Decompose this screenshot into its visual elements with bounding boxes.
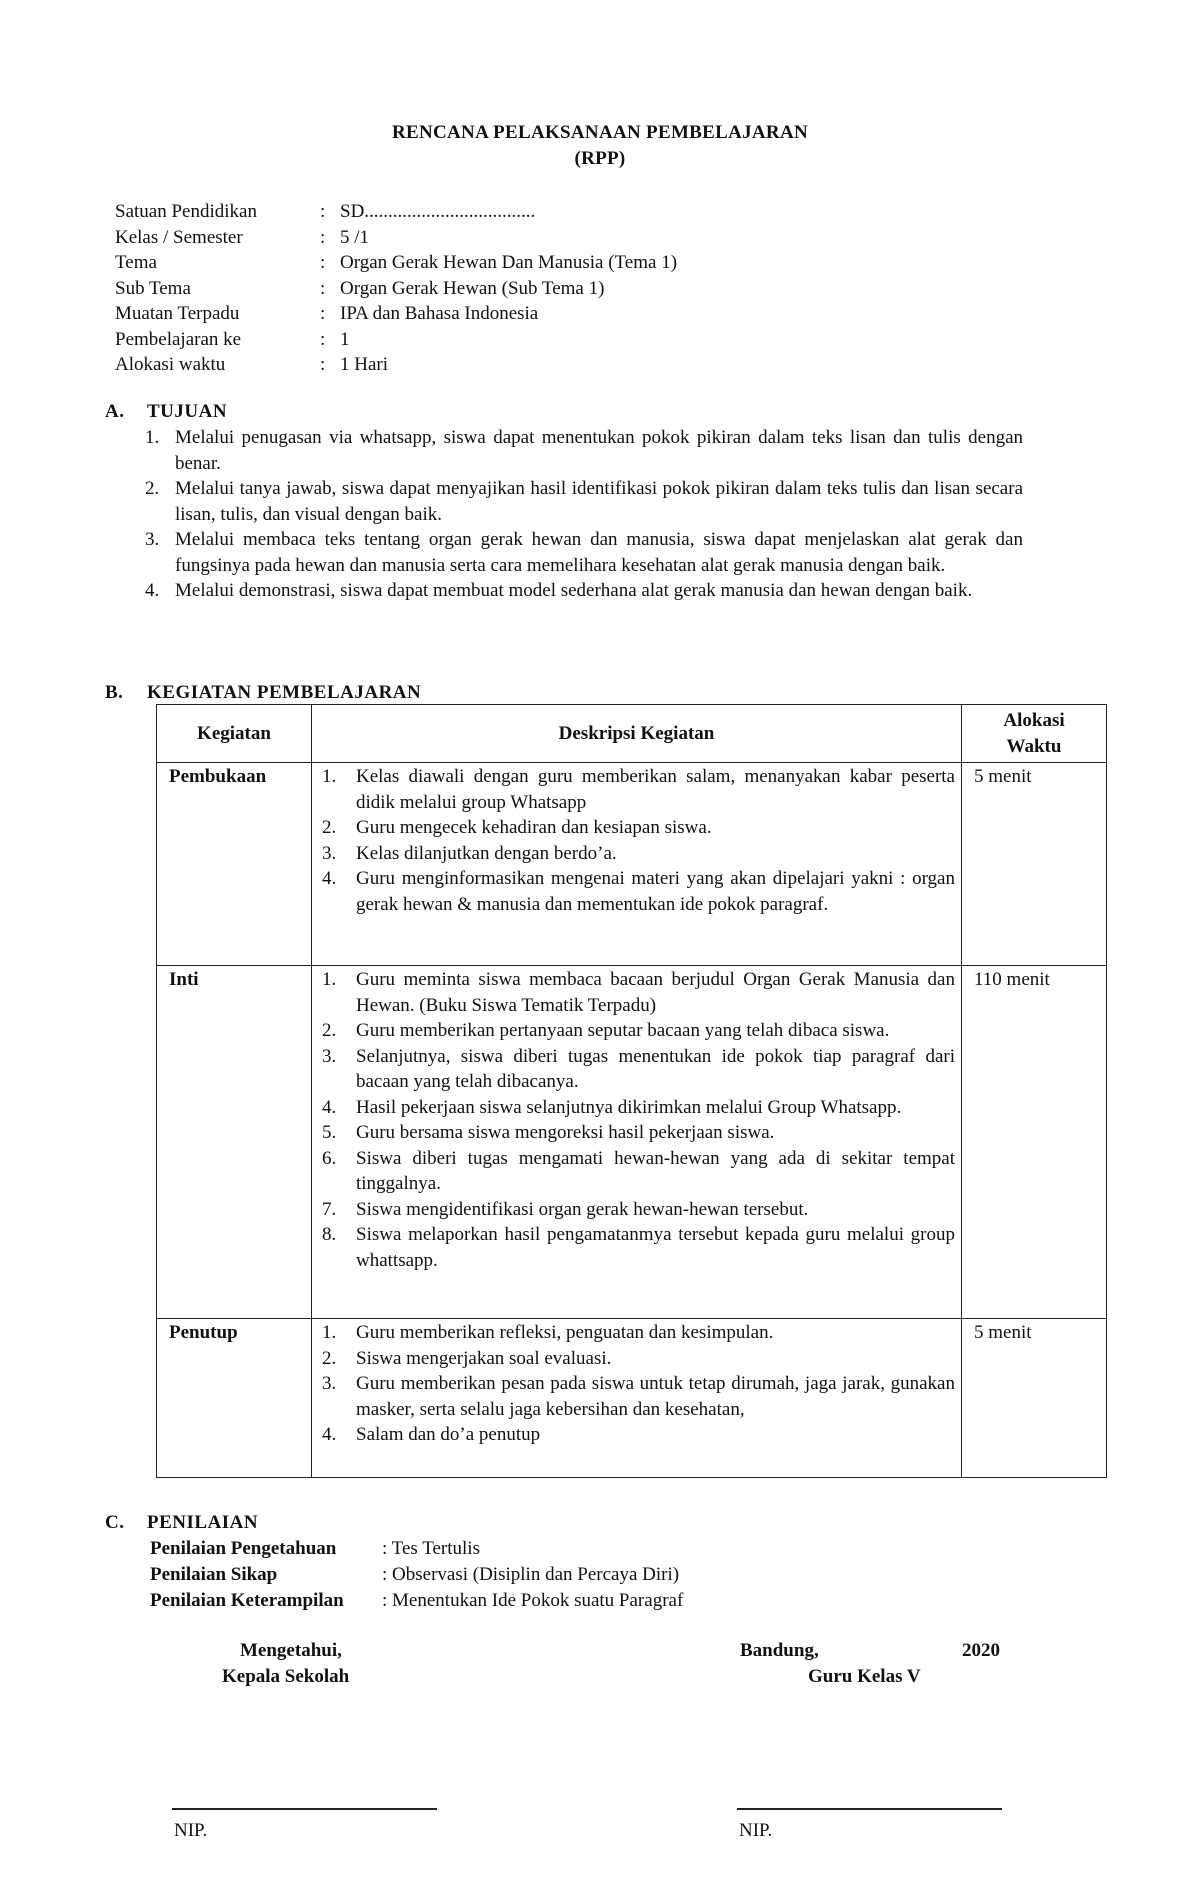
item-number: 1. — [322, 766, 337, 787]
item-text: Guru mengecek kehadiran dan kesiapan siswa. — [356, 817, 712, 838]
list-item — [145, 527, 1023, 578]
penilaian-value: : Menentukan Ide Pokok suatu Paragraf — [382, 1590, 684, 1611]
identity-row-satuan — [115, 199, 677, 225]
item-text: Guru memberikan refleksi, penguatan dan kesimpulan. — [356, 1322, 774, 1343]
item-text: Hasil pekerjaan siswa selanjutnya dikirimkan melalui Group Whatsapp. — [356, 1096, 902, 1118]
item-text: Guru memberikan pertanyaan seputar bacaan yang telah dibaca siswa. — [356, 1020, 890, 1041]
item-number: 3. — [322, 1373, 337, 1394]
signature-right-title: Guru Kelas V — [808, 1666, 921, 1687]
identity-separator: : — [320, 328, 326, 350]
identity-label: Pembelajaran ke — [115, 328, 242, 350]
table-row — [157, 763, 1107, 966]
item-text: Kelas dilanjutkan dengan berdo’a. — [356, 842, 617, 864]
item-number: 2. — [322, 1347, 337, 1369]
penilaian-value: : Tes Tertulis — [382, 1538, 480, 1559]
list-item — [145, 578, 1023, 604]
signature-line-left — [172, 1808, 437, 1810]
section-letter: C. — [105, 1512, 125, 1533]
section-title: TUJUAN — [147, 401, 228, 422]
phase-cell: Pembukaan — [157, 763, 312, 966]
item-number: 4. — [322, 868, 337, 889]
column-header-kegiatan: Kegiatan — [157, 705, 312, 763]
identity-row-kelas — [115, 225, 677, 251]
identity-value: Organ Gerak Hewan Dan Manusia (Tema 1) — [340, 252, 678, 273]
item-number: 2. — [322, 817, 337, 838]
identity-separator: : — [320, 201, 326, 222]
list-item — [322, 1146, 955, 1197]
item-text: Siswa melaporkan hasil pengamatanmya tersebut kepada guru melalui group whattsapp. — [356, 1224, 955, 1271]
section-title: PENILAIAN — [147, 1512, 259, 1533]
identity-separator: : — [320, 303, 326, 324]
identity-row-tema — [115, 250, 677, 276]
table-row — [157, 1319, 1107, 1478]
identity-value: IPA dan Bahasa Indonesia — [340, 303, 539, 324]
list-item — [322, 1320, 955, 1346]
description-cell — [312, 966, 962, 1319]
item-text: Guru bersama siswa mengoreksi hasil pekerjaan siswa. — [356, 1122, 775, 1143]
item-number: 3. — [145, 529, 160, 550]
identity-label: Muatan Terpadu — [115, 303, 240, 324]
table-row — [157, 966, 1107, 1319]
item-text: Guru meminta siswa membaca bacaan berjudul Organ Gerak Manusia dan Hewan. (Buku Siswa Tematik Terpadu) — [356, 969, 955, 1016]
nip-left: NIP. — [174, 1820, 208, 1841]
item-number: 8. — [322, 1224, 337, 1245]
item-text: Melalui tanya jawab, siswa dapat menyajikan hasil identifikasi pokok pikiran dalam teks tulis dan lisan secara lisan, tulis, dan visual dengan baik. — [175, 478, 1023, 525]
section-b-heading — [105, 680, 421, 706]
penilaian-row — [150, 1536, 683, 1562]
list-item — [322, 1222, 955, 1273]
description-cell — [312, 1319, 962, 1478]
item-number: 4. — [322, 1424, 337, 1445]
list-item — [322, 1095, 955, 1121]
list-item — [322, 866, 955, 917]
list-item — [322, 1120, 955, 1146]
item-text: Siswa diberi tugas mengamati hewan-hewan yang ada di sekitar tempat tinggalnya. — [356, 1147, 955, 1194]
section-title: KEGIATAN PEMBELAJARAN — [147, 682, 422, 703]
list-item — [322, 815, 955, 841]
penilaian-row — [150, 1588, 683, 1614]
identity-label: Tema — [115, 252, 157, 273]
penilaian-block — [150, 1536, 683, 1614]
time-cell: 5 menit — [962, 1319, 1107, 1478]
item-number: 4. — [322, 1096, 337, 1118]
item-text: Melalui membaca teks tentang organ gerak hewan dan manusia, siswa dapat menjelaskan alat gerak dan fungsinya pada hewan dan manusia serta cara memelihara kesehatan alat gerak manusia dengan baik. — [175, 529, 1023, 576]
penilaian-value: : Observasi (Disiplin dan Percaya Diri) — [382, 1564, 680, 1585]
signature-line-right — [737, 1808, 1002, 1810]
item-number: 3. — [322, 1045, 337, 1067]
section-letter: A. — [105, 401, 125, 422]
identity-block — [115, 199, 677, 378]
item-number: 1. — [322, 1322, 337, 1343]
item-text: Guru menginformasikan mengenai materi yang akan dipelajari yakni : organ gerak hewan & manusia dan mementukan ide pokok paragraf. — [356, 868, 955, 915]
phase-cell: Inti — [157, 966, 312, 1319]
header-line: Waktu — [1006, 735, 1062, 757]
identity-separator: : — [320, 354, 326, 375]
item-number: 2. — [145, 478, 160, 499]
penilaian-row — [150, 1562, 683, 1588]
identity-value: 1 — [340, 328, 350, 350]
identity-row-subtema — [115, 276, 677, 302]
identity-separator: : — [320, 226, 326, 248]
column-header-alokasi — [962, 705, 1107, 763]
identity-label: Kelas / Semester — [115, 226, 243, 248]
identity-row-muatan — [115, 301, 677, 327]
item-text: Melalui demonstrasi, siswa dapat membuat model sederhana alat gerak manusia dan hewan dengan baik. — [175, 580, 973, 601]
item-number: 4. — [145, 580, 160, 601]
list-item — [322, 967, 955, 1018]
identity-row-alokasi — [115, 352, 677, 378]
item-number: 1. — [145, 427, 160, 448]
signature-right-city: Bandung, — [740, 1640, 819, 1661]
time-cell: 110 menit — [962, 966, 1107, 1319]
identity-value: SD.................................... — [340, 201, 536, 222]
identity-label: Sub Tema — [115, 277, 191, 299]
phase-cell: Penutup — [157, 1319, 312, 1478]
kegiatan-table — [156, 704, 1107, 1478]
table-header-row — [157, 705, 1107, 763]
item-text: Selanjutnya, siswa diberi tugas menentukan ide pokok tiap paragraf dari bacaan yang telah dibacanya. — [356, 1045, 955, 1092]
item-number: 7. — [322, 1198, 337, 1220]
list-item — [322, 764, 955, 815]
document-title: RENCANA PELAKSANAAN PEMBELAJARAN — [391, 122, 808, 143]
item-text: Siswa mengerjakan soal evaluasi. — [356, 1347, 612, 1369]
description-cell — [312, 763, 962, 966]
list-item — [322, 1371, 955, 1422]
identity-value: 1 Hari — [340, 354, 389, 375]
item-text: Guru memberikan pesan pada siswa untuk tetap dirumah, jaga jarak, gunakan masker, serta selalu jaga kebersihan dan kesehatan, — [356, 1373, 955, 1420]
nip-right: NIP. — [739, 1820, 773, 1841]
section-letter: B. — [105, 682, 124, 703]
identity-value: Organ Gerak Hewan (Sub Tema 1) — [340, 277, 605, 299]
item-number: 6. — [322, 1147, 337, 1169]
steps-list — [322, 764, 955, 917]
item-number: 3. — [322, 842, 337, 864]
column-header-deskripsi: Deskripsi Kegiatan — [312, 705, 962, 763]
signature-right-year: 2020 — [962, 1640, 1000, 1661]
item-text: Kelas diawali dengan guru memberikan salam, menanyakan kabar peserta didik melalui group Whatsapp — [356, 766, 955, 813]
item-number: 2. — [322, 1020, 337, 1041]
item-text: Melalui penugasan via whatsapp, siswa dapat menentukan pokok pikiran dalam teks lisan dan tulis dengan benar. — [175, 427, 1023, 474]
list-item — [322, 841, 955, 867]
list-item — [322, 1197, 955, 1223]
item-number: 1. — [322, 969, 337, 990]
document-subtitle: (RPP) — [574, 148, 626, 169]
identity-label: Satuan Pendidikan — [115, 201, 257, 222]
list-item — [322, 1044, 955, 1095]
item-text: Siswa mengidentifikasi organ gerak hewan-hewan tersebut. — [356, 1198, 809, 1220]
steps-list — [322, 967, 955, 1273]
header-line: Alokasi — [1003, 710, 1065, 731]
item-number: 5. — [322, 1122, 337, 1143]
tujuan-list — [145, 425, 1023, 604]
identity-separator: : — [320, 252, 326, 273]
list-item — [322, 1346, 955, 1372]
penilaian-label: Penilaian Sikap — [150, 1564, 278, 1585]
section-c-heading — [105, 1510, 258, 1536]
identity-value: 5 /1 — [340, 226, 370, 248]
signature-left-label: Mengetahui, — [240, 1640, 342, 1661]
section-a-heading — [105, 399, 227, 425]
signature-left-title: Kepala Sekolah — [222, 1666, 350, 1687]
list-item — [322, 1422, 955, 1448]
identity-label: Alokasi waktu — [115, 354, 226, 375]
list-item — [145, 425, 1023, 476]
identity-row-pembelajaran — [115, 327, 677, 353]
penilaian-label: Penilaian Pengetahuan — [150, 1538, 337, 1559]
list-item — [145, 476, 1023, 527]
item-text: Salam dan do’a penutup — [356, 1424, 541, 1445]
identity-separator: : — [320, 277, 326, 299]
steps-list — [322, 1320, 955, 1448]
time-cell: 5 menit — [962, 763, 1107, 966]
penilaian-label: Penilaian Keterampilan — [150, 1590, 344, 1611]
list-item — [322, 1018, 955, 1044]
